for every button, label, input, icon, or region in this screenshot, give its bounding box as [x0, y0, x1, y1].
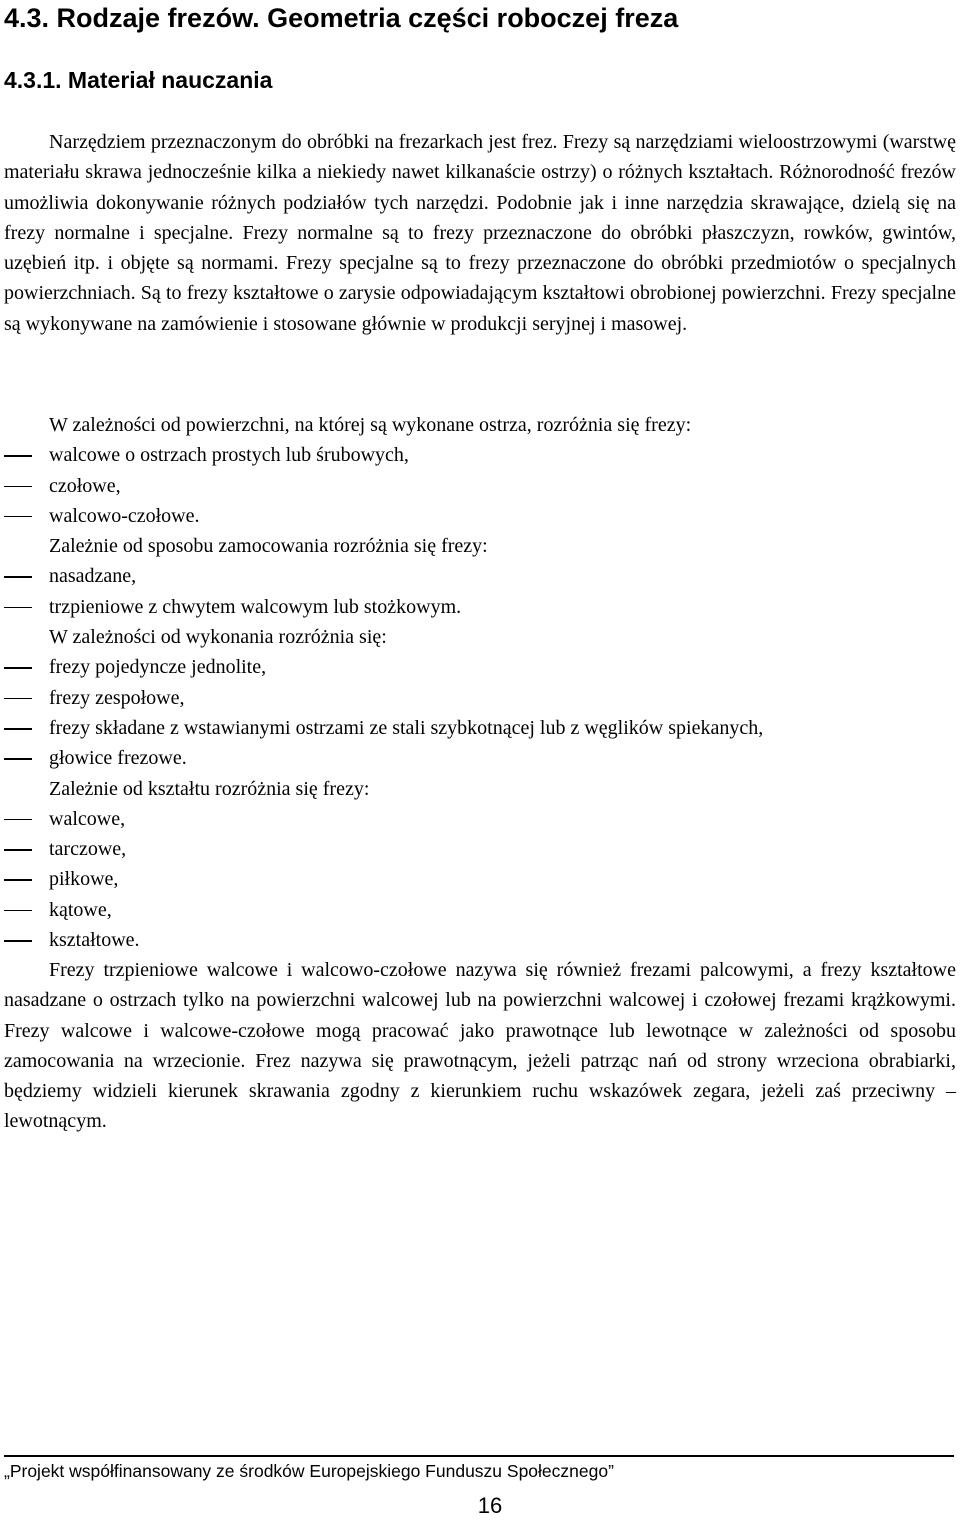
- classification-list: [4, 804, 956, 955]
- dash-bullet: [4, 667, 32, 669]
- list-item-text: głowice frezowe.: [49, 747, 187, 770]
- list-item: [4, 713, 956, 743]
- dash-bullet: [4, 758, 32, 760]
- classification-intro: W zależności od powierzchni, na której są wykonane ostrza, rozróżnia się frezy:: [49, 414, 692, 436]
- list-item: [4, 683, 956, 713]
- list-item-text: walcowo-czołowe.: [49, 504, 200, 527]
- intro-block: [4, 127, 956, 339]
- dash-bullet: [4, 486, 32, 488]
- classification-intro: Zależnie od sposobu zamocowania rozróżnia się frezy:: [49, 535, 488, 558]
- list-item: [4, 743, 956, 773]
- list-item: [4, 895, 956, 925]
- list-item: [4, 471, 956, 501]
- closing-block: [4, 955, 956, 1137]
- footer-note: „Projekt współfinansowany ze środków Europejskiego Funduszu Społecznego”: [4, 1461, 614, 1481]
- list-item: [4, 804, 956, 834]
- dash-bullet: [4, 910, 32, 912]
- list-item: [4, 864, 956, 894]
- dash-bullet: [4, 516, 32, 518]
- list-item-text: frezy zespołowe,: [49, 686, 185, 709]
- dash-bullet: [4, 576, 32, 578]
- classification-lists: [4, 410, 956, 955]
- list-item: [4, 561, 956, 591]
- list-item-text: kształtowe.: [49, 929, 140, 952]
- dash-bullet: [4, 455, 32, 457]
- footer-divider: [4, 1455, 954, 1457]
- dash-bullet: [4, 940, 32, 942]
- list-item: [4, 501, 956, 531]
- list-item-text: trzpieniowe z chwytem walcowym lub stożkowym.: [49, 595, 462, 618]
- list-item-text: frezy pojedyncze jednolite,: [49, 656, 267, 679]
- list-item-text: tarczowe,: [49, 838, 127, 861]
- page-number: 16: [477, 1493, 503, 1518]
- list-item: [4, 834, 956, 864]
- list-item: [4, 925, 956, 955]
- classification-intro: Zależnie od kształtu rozróżnia się frezy:: [49, 777, 370, 800]
- list-item-text: frezy składane z wstawianymi ostrzami ze stali szybkotnącej lub z węglików spiekanych,: [49, 716, 764, 739]
- dash-bullet: [4, 698, 32, 700]
- list-item-text: nasadzane,: [49, 565, 137, 588]
- subsection-heading: 4.3.1. Materiał nauczania: [4, 67, 273, 93]
- list-item: [4, 592, 956, 622]
- closing-paragraph: Frezy trzpieniowe walcowe i walcowo-czołowe nazywa się również frezami palcowymi, a frezy kształtowe nasadzane o ostrzach tylko na powierzchni walcowej lub na powierzchni walcowej i czołowej frezami krążkowymi. Frezy walcowe i walcowe-czołowe mogą pracować jako prawotnące lub lewotnące w zależności od sposobu zamocowania na wrzecionie. Frez nazywa się prawotnącym, jeżeli patrząc nań od strony wrzeciona obrabiarki, będziemy widzieli kierunek skrawania zgodny z kierunkiem ruchu wskazówek zegara, jeżeli zaś przeciwny – lewotnącym.: [4, 959, 956, 1133]
- classification-list: [4, 440, 956, 531]
- classification-list: [4, 652, 956, 773]
- classification-intro: W zależności od wykonania rozróżnia się:: [49, 626, 387, 649]
- list-item: [4, 652, 956, 682]
- intro-paragraph: Narzędziem przeznaczonym do obróbki na frezarkach jest frez. Frezy są narzędziami wieloostrzowymi (warstwę materiału skrawa jednocześnie kilka a niekiedy nawet kilkanaście ostrzy) o różnych kształtach. Różnorodność frezów umożliwia dokonywanie różnych podziałów tych narzędzi. Podobnie jak i inne narzędzia skrawające, dzielą się na frezy normalne i specjalne. Frezy normalne są to frezy przeznaczone do obróbki płaszczyzn, rowków, gwintów, uzębień itp. i objęte są normami. Frezy specjalne są to frezy przeznaczone do obróbki przedmiotów o specjalnych powierzchniach. Są to frezy kształtowe o zarysie odpowiadającym kształtowi obrobionej powierzchni. Frezy specjalne są wykonywane na zamówienie i stosowane głównie w produkcji seryjnej i masowej.: [4, 131, 956, 335]
- classification-list: [4, 561, 956, 622]
- list-item-text: czołowe,: [49, 474, 121, 497]
- list-item-text: piłkowe,: [49, 868, 119, 891]
- dash-bullet: [4, 849, 32, 851]
- list-item-text: walcowe,: [49, 807, 126, 830]
- dash-bullet: [4, 879, 32, 881]
- list-item: [4, 440, 956, 470]
- dash-bullet: [4, 819, 32, 821]
- dash-bullet: [4, 607, 32, 609]
- section-heading: 4.3. Rodzaje frezów. Geometria części roboczej freza: [4, 3, 679, 33]
- list-item-text: kątowe,: [49, 898, 112, 921]
- dash-bullet: [4, 728, 32, 730]
- list-item-text: walcowe o ostrzach prostych lub śrubowych,: [49, 444, 409, 467]
